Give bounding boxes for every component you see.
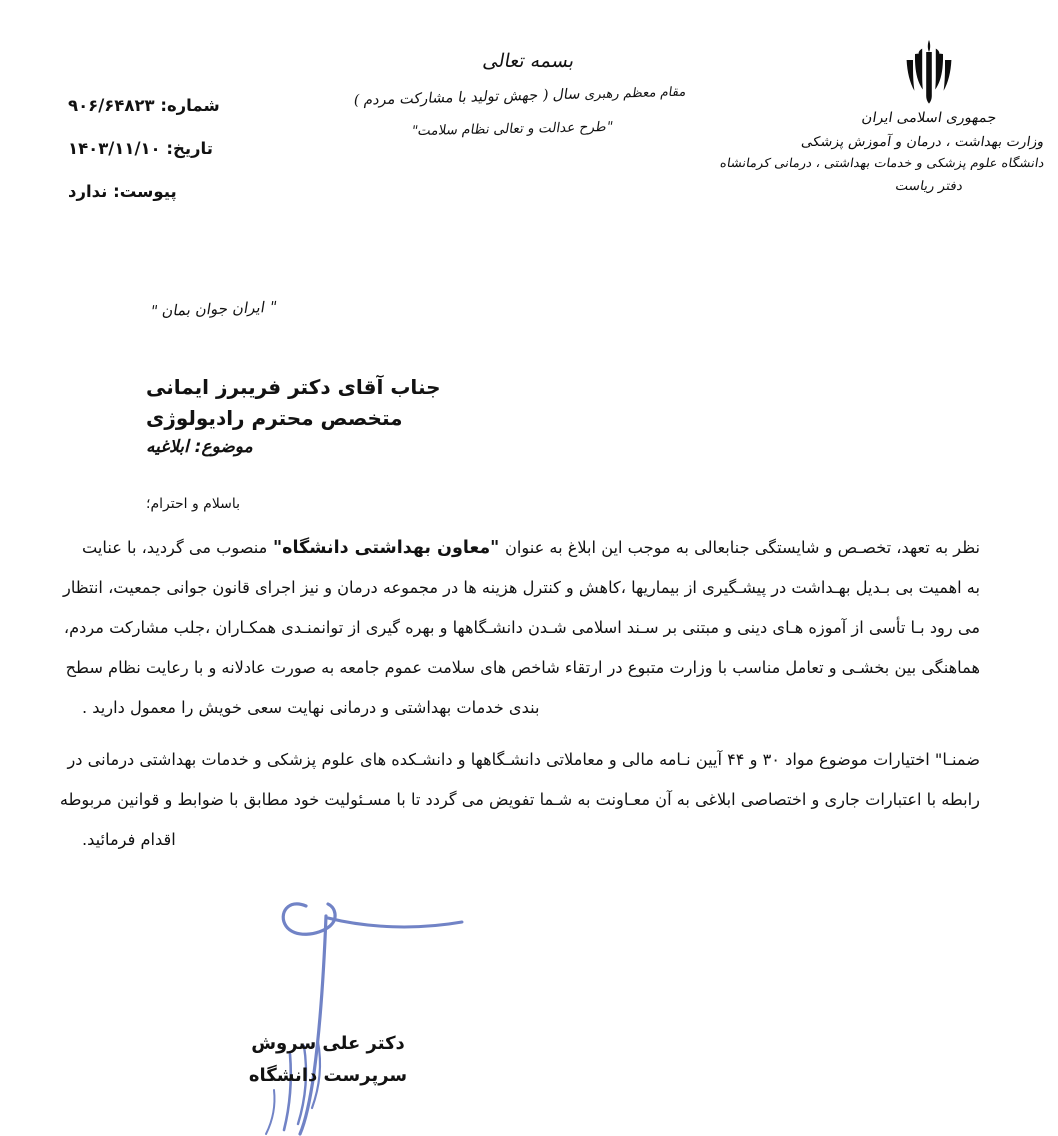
signer-info — [178, 1028, 478, 1091]
paragraph-line — [82, 528, 980, 568]
paragraph-line: هماهنگی بین بخشـی و تعامل مناسب با وزارت متبوع در ارتقاء شاخص های سلامت عموم جامعه به صورت عادلانه و با رعایت نظام سطح — [65, 658, 980, 677]
org-line-university: دانشگاه علوم پزشکی و خدمات بهداشتی ، درمانی کرمانشاه — [718, 156, 1046, 171]
letter-date — [68, 139, 268, 158]
greeting-text: باسلام و احترام؛ — [146, 496, 241, 512]
p1-l1-end: منصوب می گردید، با عنایت — [82, 538, 268, 557]
org-line-ministry: وزارت بهداشت ، درمان و آموزش پزشکی — [800, 134, 1046, 150]
year-slogan: سال ( جهش تولید با مشارکت مردم ) — [352, 86, 582, 109]
signer-title: سرپرست دانشگاه — [248, 1064, 408, 1086]
letter-attachment-label: پیوست: — [113, 182, 177, 201]
year-slogan-row — [312, 82, 746, 110]
letter-meta — [68, 96, 268, 225]
letter-date-label: تاریخ: — [166, 139, 213, 158]
letter-attachment — [68, 182, 268, 201]
paragraph-line: بندی خدمات بهداشتی و درمانی نهایت سعی خویش را معمول دارید . — [82, 698, 540, 717]
signature-block — [178, 858, 498, 1136]
paragraph-line: اقدام فرمائید. — [82, 830, 176, 849]
national-motto: " ایران جوان بمان " — [148, 297, 278, 321]
addressee-name: جناب آقای دکتر فریبرز ایمانی — [146, 375, 441, 399]
paragraph-line: به اهمیت بی بـدیل بهـداشت در پیشـگیری از بیماریها ،کاهش و کنترل هزینه ها در مجموعه درمان و نیز اجرای قانون جوانی جمعیت، انتظار — [63, 578, 980, 597]
letter-date-value: ۱۴۰۳/۱۱/۱۰ — [68, 139, 161, 158]
subject-line: موضوع: ابلاغیه — [146, 437, 253, 457]
basmala-text: بسمه تعالی — [481, 50, 577, 72]
paragraph-line: ضمنـا" اختیارات موضوع مواد ۳۰ و ۴۴ آیین نـامه مالی و معاملاتی دانشـگاهها و دانشـکده های علوم پزشکی و خدمات بهداشتی درمانی در — [67, 750, 980, 769]
p1-l1-start: نظر به تعهد، تخصـص و شایستگی جنابعالی به موجب این ابلاغ به عنوان — [504, 538, 980, 557]
leader-attribution: مقام معظم رهبری — [583, 84, 688, 103]
health-motto: "طرح عدالت و تعالی نظام سلامت" — [410, 118, 614, 140]
center-header — [314, 50, 744, 140]
org-line-country: جمهوری اسلامی ایران — [860, 110, 998, 126]
paragraph-line: رابطه با اعتبارات جاری و اختصاصی ابلاغی به آن معـاونت به شـما تفویض می گردد تا با مسـئولیت خود مطابق با ضوابط و قوانین مربوطه — [59, 790, 980, 809]
signer-name: دکتر علی سروش — [251, 1033, 405, 1054]
paragraph-line: می رود بـا تأسی از آموزه هـای دینی و مبتنی بر سـند اسلامی شـدن دانشـگاهها و بهره گیری از توانمنـدی همکـاران ،جلب مشارکت مردم، — [63, 618, 980, 637]
letter-attachment-value: ندارد — [68, 182, 108, 201]
addressee-block — [58, 372, 1058, 457]
letter-body — [59, 528, 980, 860]
letter-number — [68, 96, 268, 115]
letter-number-label: شماره: — [160, 96, 220, 115]
addressee-title: متخصص محترم رادیولوژی — [146, 406, 403, 430]
org-line-office: دفتر ریاست — [894, 178, 964, 194]
appointment-title: "معاون بهداشتی دانشگاه" — [273, 538, 500, 558]
organization-header — [718, 38, 1046, 194]
iran-emblem-icon — [814, 38, 1044, 106]
letter-number-value: ۹۰۶/۶۴۸۲۳ — [68, 96, 155, 115]
